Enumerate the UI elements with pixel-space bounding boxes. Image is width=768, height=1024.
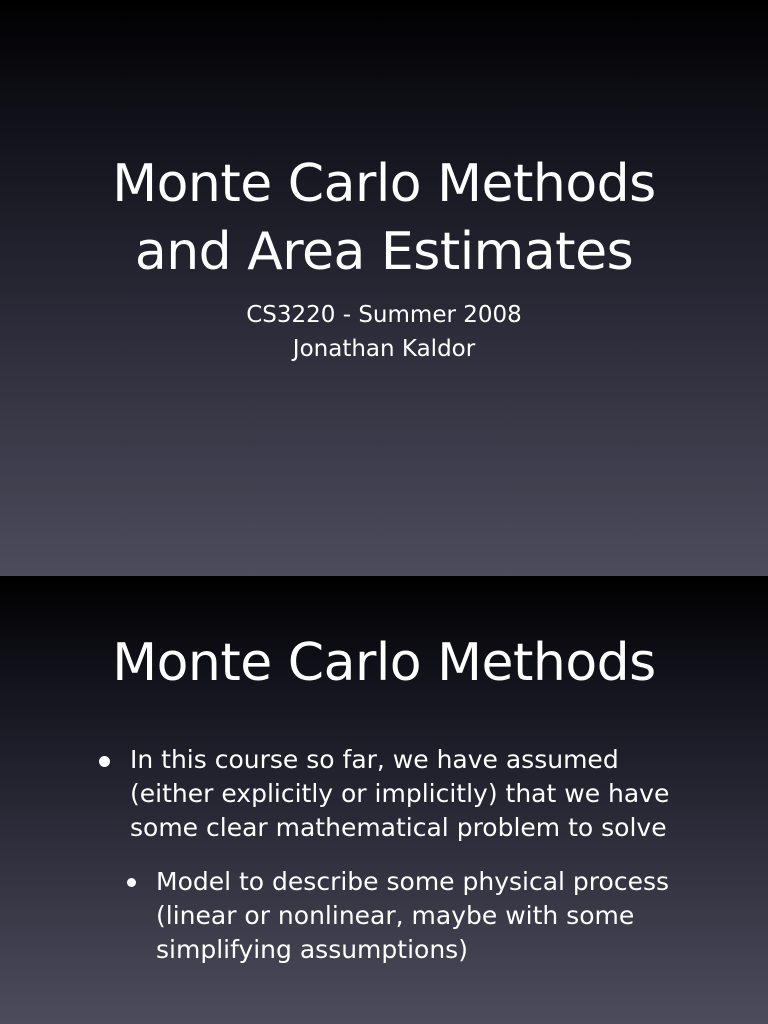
bullet-text bbox=[156, 865, 756, 967]
title-line: Monte Carlo Methods bbox=[112, 154, 656, 214]
slide-title: Monte Carlo Methods bbox=[112, 633, 656, 693]
course-label: CS3220 - Summer 2008 bbox=[246, 302, 522, 328]
bullet-line: Model to describe some physical process bbox=[156, 867, 670, 896]
bullet-icon bbox=[99, 756, 110, 767]
author-name: Jonathan Kaldor bbox=[292, 336, 476, 362]
bullet-line: In this course so far, we have assumed bbox=[130, 745, 619, 774]
slide-title bbox=[0, 150, 768, 286]
title-line: and Area Estimates bbox=[134, 222, 634, 282]
slide-subtitle bbox=[0, 298, 768, 366]
bullet-line: (linear or nonlinear, maybe with some bbox=[156, 901, 635, 930]
bullet-text bbox=[130, 743, 750, 845]
bullet-item bbox=[130, 743, 750, 845]
sub-bullet-item bbox=[156, 865, 756, 967]
bullet-line: simplifying assumptions) bbox=[156, 935, 468, 964]
bullet-line: some clear mathematical problem to solve bbox=[130, 813, 667, 842]
bullet-icon bbox=[127, 878, 136, 887]
bullet-line: (either explicitly or implicitly) that we have bbox=[130, 779, 670, 808]
slide-2 bbox=[0, 577, 768, 1024]
